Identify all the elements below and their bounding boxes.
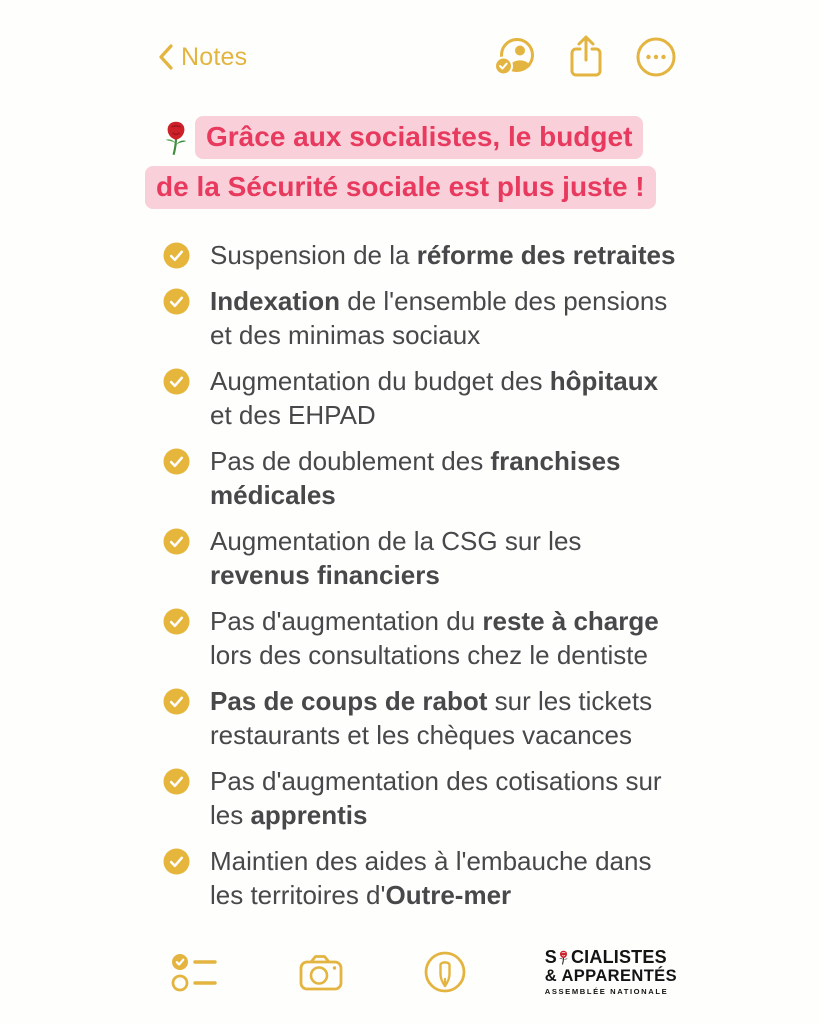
checklist-item-line [210, 238, 675, 272]
checklist-item-line [210, 844, 651, 878]
checklist-item [163, 844, 683, 924]
checklist-text-bold: Indexation [210, 286, 341, 316]
checklist-item-line [210, 604, 659, 638]
checklist-item-line [210, 878, 651, 912]
checklist-item-line [210, 638, 659, 672]
checklist-item-text [210, 684, 652, 752]
note-title-line-1 [145, 116, 685, 159]
more-ellipsis-icon[interactable] [635, 36, 677, 78]
checklist-item [163, 364, 683, 444]
checklist-text-bold: Outre-mer [385, 880, 512, 910]
checked-circle-icon[interactable] [163, 242, 190, 269]
checklist-item-line [210, 524, 581, 558]
checklist-item [163, 444, 683, 524]
checklist-item-text [210, 524, 581, 592]
checklist-text-bold: médicales [210, 480, 336, 510]
checklist-item-text [210, 764, 662, 832]
party-logo-line-2: & APPARENTÉS [544, 967, 677, 986]
camera-icon[interactable] [298, 952, 344, 992]
chevron-left-icon [158, 44, 173, 70]
shared-note-icon[interactable] [490, 35, 537, 79]
checklist-text: lors des consultations chez le dentiste [210, 640, 648, 670]
checklist-item-line [210, 364, 658, 398]
checked-circle-icon[interactable] [163, 528, 190, 555]
checklist-text: et des EHPAD [210, 400, 376, 430]
checklist-text: Pas de doublement des [210, 446, 491, 476]
checklist-text: les [210, 800, 251, 830]
back-label: Notes [181, 42, 248, 71]
checklist-item-line [210, 318, 667, 352]
bottom-toolbar [170, 946, 677, 998]
checked-circle-icon[interactable] [163, 688, 190, 715]
checklist-text: Suspension de la [210, 240, 417, 270]
checklist-text-bold: franchises [490, 446, 621, 476]
checklist-item-text [210, 284, 667, 352]
nav-actions [490, 34, 677, 80]
checklist-item-text [210, 238, 675, 272]
checklist-text-bold: revenus financiers [210, 560, 440, 590]
checklist-text-bold: reste à charge [482, 606, 659, 636]
party-logo-line-1: S CIALISTES [544, 947, 667, 968]
checklist-text: de l'ensemble des pensions [340, 286, 668, 316]
checklist-item-line [210, 444, 621, 478]
title-text-line-1: Grâce aux socialistes, le budget [195, 116, 643, 159]
checklist-item-line [210, 284, 667, 318]
checklist-text: les territoires d' [210, 880, 386, 910]
checklist-item-line [210, 764, 662, 798]
rose-emoji [161, 120, 191, 156]
checklist-text: Maintien des aides à l'embauche dans [210, 846, 652, 876]
checklist-item-text [210, 364, 658, 432]
checklist-item-text [210, 604, 659, 672]
checklist-item-line [210, 718, 652, 752]
checked-circle-icon[interactable] [163, 448, 190, 475]
checklist-text-bold: Pas de coups de rabot [210, 686, 488, 716]
checklist-item [163, 284, 683, 364]
checklist-item-line [210, 558, 581, 592]
checklist-text: Augmentation du budget des [210, 366, 550, 396]
checklist-item-text [210, 444, 621, 512]
checklist [163, 238, 683, 924]
checklist-item-line [210, 684, 652, 718]
note-title-line-2 [145, 166, 685, 209]
checklist-text-bold: hôpitaux [549, 366, 659, 396]
checked-circle-icon[interactable] [163, 768, 190, 795]
title-text-line-2: de la Sécurité sociale est plus juste ! [145, 166, 656, 209]
share-icon[interactable] [567, 34, 605, 80]
checklist-text: restaurants et les chèques vacances [210, 720, 633, 750]
party-logo [545, 948, 677, 995]
checklist-text: Pas d'augmentation du [210, 606, 483, 636]
checklist-item-line [210, 398, 658, 432]
checklist-item [163, 684, 683, 764]
checklist-item-line [210, 478, 621, 512]
checklist-item [163, 604, 683, 684]
checklist-text: et des minimas sociaux [210, 320, 481, 350]
checklist-text: Pas d'augmentation des cotisations sur [210, 766, 662, 796]
checklist-text-bold: réforme des retraites [416, 240, 676, 270]
checklist-item-text [210, 844, 651, 912]
party-logo-line-3: ASSEMBLÉE NATIONALE [544, 986, 669, 996]
checklist-icon[interactable] [170, 951, 220, 993]
back-button[interactable] [158, 43, 247, 72]
checklist-item [163, 238, 683, 284]
checklist-item-line [210, 798, 662, 832]
note-title [145, 116, 685, 216]
nav-bar [158, 34, 677, 80]
checklist-item [163, 524, 683, 604]
checked-circle-icon[interactable] [163, 288, 190, 315]
markup-icon[interactable] [423, 950, 467, 994]
checked-circle-icon[interactable] [163, 848, 190, 875]
checked-circle-icon[interactable] [163, 368, 190, 395]
checklist-text: sur les tickets [487, 686, 653, 716]
checked-circle-icon[interactable] [163, 608, 190, 635]
checklist-text: Augmentation de la CSG sur les [210, 526, 582, 556]
checklist-text-bold: apprentis [250, 800, 368, 830]
checklist-item [163, 764, 683, 844]
rose-logo-icon [557, 950, 570, 965]
